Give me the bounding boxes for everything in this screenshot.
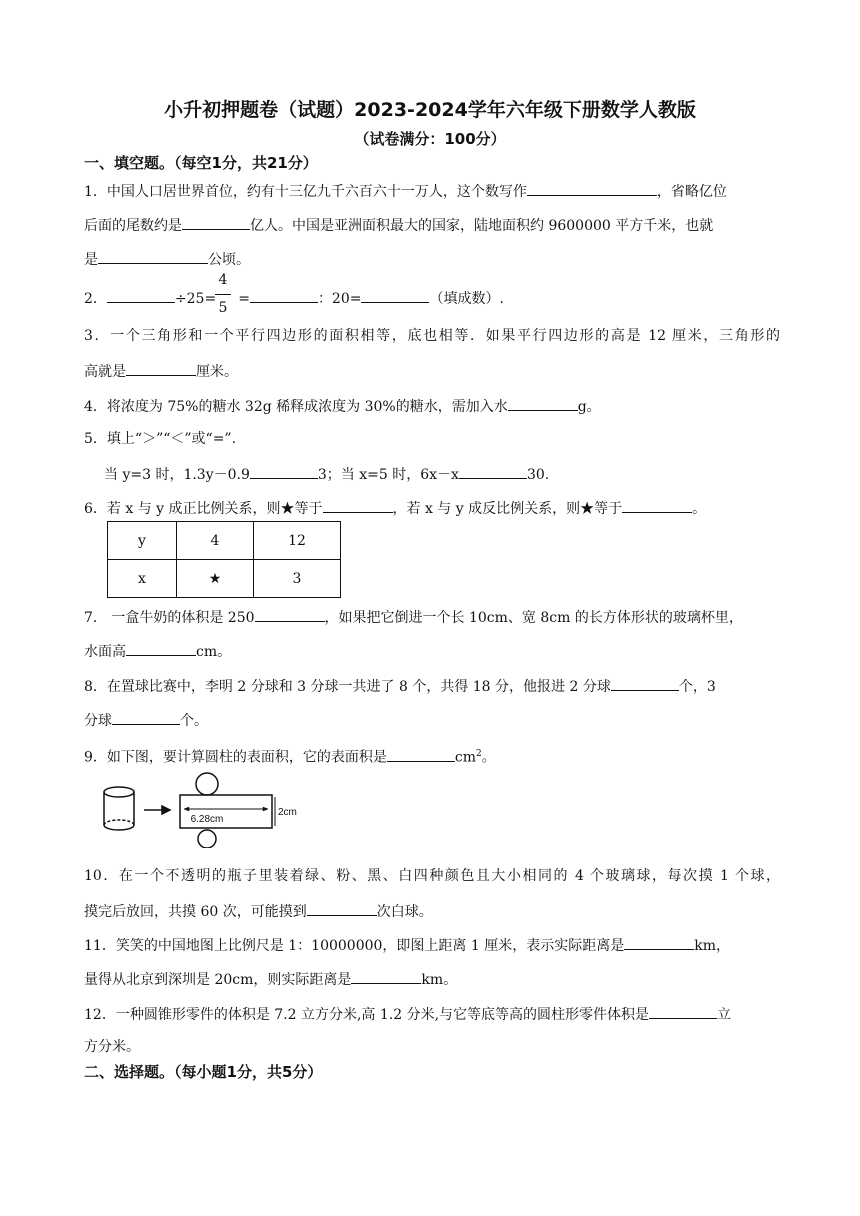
answer-blank[interactable]: [649, 1003, 717, 1019]
table-row: [108, 522, 341, 560]
fraction-denominator: 5: [218, 300, 228, 316]
question-11-line-1: 11．笑笑的中国地图上比例尺是 1：10000000，即图上距离 1 厘米，表示实际距离是 km，: [84, 934, 780, 956]
table-cell: y: [108, 522, 177, 560]
question-4: 4．将浓度为 75%的糖水 32g 稀释成浓度为 30%的糖水，需加入水 g。: [84, 395, 780, 417]
answer-blank[interactable]: [107, 287, 175, 303]
answer-blank[interactable]: [611, 675, 679, 691]
question-1-line-3: 是 公顷。: [84, 248, 780, 270]
height-label: 2cm: [278, 807, 297, 818]
width-label: 6.28cm: [190, 814, 224, 825]
answer-blank[interactable]: [459, 463, 527, 479]
fraction-bar: [215, 294, 231, 295]
fraction-numerator: 4: [218, 272, 228, 288]
net-diagram: [180, 773, 275, 848]
question-2: 2． ÷25= = ：20= （填成数）.: [84, 287, 780, 309]
exam-title: 小升初押题卷（试题）2023-2024学年六年级下册数学人教版: [164, 99, 696, 121]
question-1-line-2: 后面的尾数约是 亿人。中国是亚洲面积最大的国家，陆地面积约 9600000 平方千米，也就: [84, 214, 780, 236]
answer-blank[interactable]: [126, 640, 196, 656]
answer-blank[interactable]: [255, 606, 325, 622]
question-3-line-2: 高就是 厘米。: [84, 360, 780, 382]
question-1-line-1: 1．中国人口居世界首位，约有十三亿九千六百六十一万人，这个数写作 ，省略亿位: [84, 180, 780, 202]
section-1-heading: 一、填空题。（每空1分，共21分）: [84, 154, 318, 172]
table-cell: 3: [254, 560, 341, 598]
question-12-line-1: 12．一种圆锥形零件的体积是 7.2 立方分米,高 1.2 分米,与它等底等高的圆柱形零件体积是 立: [84, 1003, 780, 1025]
table-row: [108, 560, 341, 598]
answer-blank[interactable]: [622, 497, 692, 513]
answer-blank[interactable]: [98, 248, 208, 264]
answer-blank[interactable]: [351, 968, 421, 984]
answer-blank[interactable]: [508, 395, 578, 411]
proportion-table: [107, 521, 341, 598]
question-9: 9．如下图，要计算圆柱的表面积，它的表面积是 $cm^2$。: [84, 744, 780, 768]
cylinder-icon: [104, 787, 134, 830]
question-10-line-1: 10．在一个不透明的瓶子里装着绿、粉、黑、白四种颜色且大小相同的 4 个玻璃球，每次摸 1 个球，: [84, 868, 780, 884]
answer-blank[interactable]: [126, 360, 196, 376]
question-12-line-2: 方分米。: [84, 1039, 140, 1055]
question-8-line-1: 8．在置球比赛中，李明 2 分球和 3 分球一共进了 8 个，共得 18 分，他报进 2 分球 个，3: [84, 675, 780, 697]
table-cell: 4: [177, 522, 254, 560]
question-11-line-2: 量得从北京到深圳是 20cm，则实际距离是 km。: [84, 968, 780, 990]
answer-blank[interactable]: [323, 497, 393, 513]
question-7-line-1: 7． 一盒牛奶的体积是 250 ，如果把它倒进一个长 10cm、宽 8cm 的长方体形状的玻璃杯里，: [84, 606, 780, 628]
cylinder-net-figure: [100, 770, 310, 848]
table-cell: x: [108, 560, 177, 598]
table-cell: 12: [254, 522, 341, 560]
answer-blank[interactable]: [182, 214, 250, 230]
answer-blank[interactable]: [250, 287, 318, 303]
answer-blank[interactable]: [624, 934, 694, 950]
question-6: 6．若 x 与 y 成正比例关系，则★等于 ，若 x 与 y 成反比例关系，则★等于 。: [84, 497, 780, 519]
section-2-heading: 二、选择题。（每小题1分，共5分）: [84, 1063, 323, 1081]
question-8-line-2: 分球 个。: [84, 709, 780, 731]
question-3-line-1: 3．一个三角形和一个平行四边形的面积相等，底也相等．如果平行四边形的高是 12 厘米，三角形的: [84, 328, 780, 344]
answer-blank[interactable]: [361, 287, 429, 303]
answer-blank[interactable]: [112, 709, 180, 725]
table-cell: ★: [177, 560, 254, 598]
question-7-line-2: 水面高 cm。: [84, 640, 780, 662]
exam-subtitle: （试卷满分：100分）: [354, 130, 506, 148]
arrow-icon: [144, 806, 170, 814]
answer-blank[interactable]: [527, 180, 657, 196]
question-5-line-1: 5．填上“＞”“＜”或“=”.: [84, 431, 237, 447]
question-10-line-2: 摸完后放回，共摸 60 次，可能摸到 次白球。: [84, 900, 780, 922]
answer-blank[interactable]: [250, 463, 318, 479]
answer-blank[interactable]: [387, 746, 455, 762]
question-5-line-2: 当 y=3 时，1.3y－0.9 3；当 x=5 时，6x－x 30.: [104, 463, 780, 485]
answer-blank[interactable]: [307, 900, 377, 916]
